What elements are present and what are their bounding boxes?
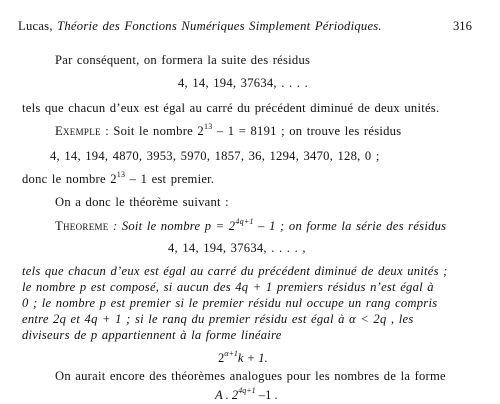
page-number: 316 xyxy=(453,19,472,33)
theorem-text-line-3: 0 ; le nombre p est premier si le premier résidu nul occupe un rang compris xyxy=(22,296,438,310)
running-header xyxy=(18,18,382,34)
paragraph-1: Par conséquent, on formera la suite des résidus xyxy=(55,53,311,67)
form-formula: A . $2^{4q+1}$ –1 . xyxy=(215,385,278,402)
example-label: Exemple xyxy=(55,124,101,138)
paragraph-3: donc le nombre $2^{13} - 1$ est premier. xyxy=(22,169,215,186)
header-title: Théorie des Fonctions Numériques Simplement Périodiques. xyxy=(57,19,382,33)
theorem-text-line-4: entre 2q et 4q + 1 ; si le ranq du premier résidu est égal à α < 2q , les xyxy=(22,312,414,326)
theorem-text-line-2: le nombre p est composé, si aucun des 4q + 1 premiers résidus n’est égal à xyxy=(22,280,434,294)
linear-form-formula: $2^{\alpha+1}k + 1$. xyxy=(218,348,268,365)
theorem-text-line-1: tels que chacun d’eux est égal au carré du précédent diminué de deux unités ; xyxy=(22,264,448,278)
paragraph-4: On a donc le théorème suivant : xyxy=(55,195,229,209)
example-line: Exemple : Soit le nombre $2^{13} - 1 = 8191$ ; on trouve les résidus xyxy=(55,121,402,138)
paragraph-2: tels que chacun d’eux est égal au carré du précédent diminué de deux unités. xyxy=(22,101,440,115)
paragraph-5: On aurait encore des théorèmes analogues pour les nombres de la forme xyxy=(55,369,446,383)
residue-sequence-1: 4, 14, 194, 37634, . . . . xyxy=(178,76,308,90)
residue-sequence-2: 4, 14, 194, 4870, 3953, 5970, 1857, 36, 1294, 3470, 128, 0 ; xyxy=(50,149,380,163)
theorem-line: Theoreme : Soit le nombre $p = 2^{4q+1} - 1$ ; on forme la série des résidus xyxy=(55,216,447,233)
theorem-label: Theoreme xyxy=(55,219,109,233)
header-author: Lucas, xyxy=(18,19,58,33)
theorem-text-line-5: diviseurs de p appartiennent à la forme linéaire xyxy=(22,328,282,342)
residue-sequence-3: 4, 14, 194, 37634, . . . . , xyxy=(168,241,306,255)
